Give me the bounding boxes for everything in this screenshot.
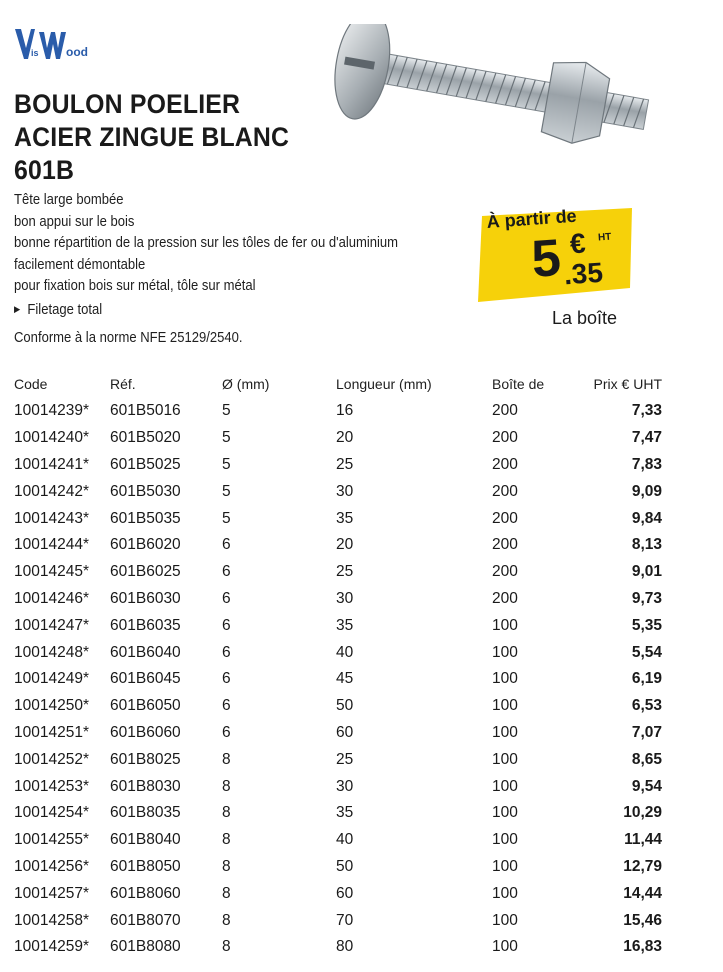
cell-diameter: 6 <box>222 536 231 554</box>
table-row <box>14 907 662 934</box>
cell-code: 10014258* <box>14 911 89 929</box>
cell-length: 60 <box>336 723 354 741</box>
price-prefix: À partir de <box>486 205 578 232</box>
table-row <box>14 586 662 613</box>
cell-price: 7,83 <box>631 455 662 473</box>
title-line-2: ACIER ZINGUE BLANC <box>14 122 290 152</box>
feature-item: bonne répartition de la pression sur les tôles de fer ou d'aluminium <box>14 235 399 251</box>
cell-diameter: 6 <box>222 616 231 634</box>
cell-code: 10014245* <box>14 563 89 581</box>
cell-box: 100 <box>492 777 518 795</box>
cell-box: 100 <box>492 804 518 822</box>
cell-ref: 601B8040 <box>110 831 181 849</box>
cell-length: 40 <box>336 831 354 849</box>
feature-item: bon appui sur le bois <box>14 213 135 230</box>
cell-ref: 601B8070 <box>110 911 181 929</box>
cell-box: 100 <box>492 643 518 661</box>
table-row <box>14 398 662 425</box>
cell-diameter: 6 <box>222 589 231 607</box>
price-currency: € <box>568 227 587 260</box>
cell-code: 10014250* <box>14 697 89 715</box>
cell-box: 200 <box>492 536 518 554</box>
cell-diameter: 8 <box>222 831 231 849</box>
cell-length: 35 <box>336 509 354 527</box>
cell-diameter: 5 <box>222 482 231 500</box>
table-row <box>14 559 662 586</box>
thread-note <box>14 302 102 318</box>
product-title <box>14 88 308 187</box>
cell-length: 45 <box>336 670 354 688</box>
cell-diameter: 8 <box>222 938 231 956</box>
cell-price: 5,54 <box>631 643 662 661</box>
cell-ref: 601B8080 <box>110 938 181 956</box>
feature-list <box>14 190 428 298</box>
cell-ref: 601B5035 <box>110 509 181 527</box>
table-row <box>14 693 662 720</box>
cell-ref: 601B5030 <box>110 482 181 500</box>
cell-box: 100 <box>492 884 518 902</box>
cell-price: 9,54 <box>631 777 662 795</box>
table-row <box>14 478 662 505</box>
cell-price: 7,47 <box>631 429 662 447</box>
price-integer: 5 <box>529 228 563 289</box>
table-row <box>14 639 662 666</box>
cell-diameter: 8 <box>222 911 231 929</box>
cell-price: 15,46 <box>623 911 662 929</box>
cell-diameter: 8 <box>222 804 231 822</box>
cell-code: 10014256* <box>14 857 89 875</box>
cell-ref: 601B6045 <box>110 670 181 688</box>
table-row <box>14 773 662 800</box>
cell-box: 100 <box>492 857 518 875</box>
cell-diameter: 6 <box>222 643 231 661</box>
header-length: Longueur (mm) <box>336 376 432 392</box>
cell-diameter: 8 <box>222 884 231 902</box>
cell-price: 7,33 <box>631 402 662 420</box>
cell-diameter: 6 <box>222 563 231 581</box>
cell-code: 10014244* <box>14 536 89 554</box>
cell-length: 25 <box>336 750 354 768</box>
cell-price: 9,01 <box>631 563 662 581</box>
cell-ref: 601B5016 <box>110 402 181 420</box>
cell-code: 10014241* <box>14 455 89 473</box>
cell-price: 9,09 <box>631 482 662 500</box>
cell-box: 100 <box>492 938 518 956</box>
cell-length: 60 <box>336 884 354 902</box>
cell-box: 100 <box>492 670 518 688</box>
cell-price: 14,44 <box>623 884 662 902</box>
table-row <box>14 827 662 854</box>
cell-code: 10014254* <box>14 804 89 822</box>
title-line-3: 601B <box>14 155 75 185</box>
cell-box: 200 <box>492 563 518 581</box>
table-row <box>14 666 662 693</box>
price-badge <box>476 205 634 306</box>
triangle-bullet-icon: ▶ <box>14 304 21 314</box>
viswood-logo <box>14 26 94 62</box>
cell-price: 12,79 <box>623 857 662 875</box>
cell-code: 10014251* <box>14 723 89 741</box>
cell-diameter: 8 <box>222 857 231 875</box>
cell-length: 30 <box>336 777 354 795</box>
cell-box: 200 <box>492 482 518 500</box>
table-row <box>14 800 662 827</box>
header-diameter: Ø (mm) <box>222 376 270 392</box>
cell-box: 100 <box>492 723 518 741</box>
cell-code: 10014247* <box>14 616 89 634</box>
cell-code: 10014243* <box>14 509 89 527</box>
cell-price: 8,65 <box>631 750 662 768</box>
cell-diameter: 6 <box>222 670 231 688</box>
thread-note-text: Filetage total <box>27 302 103 318</box>
cell-box: 200 <box>492 509 518 527</box>
header-price: Prix € UHT <box>593 376 662 392</box>
cell-code: 10014242* <box>14 482 89 500</box>
table-row <box>14 612 662 639</box>
bolt-product-image <box>318 24 660 154</box>
cell-price: 10,29 <box>623 804 662 822</box>
cell-code: 10014248* <box>14 643 89 661</box>
svg-text:ood: ood <box>66 45 88 59</box>
cell-ref: 601B6025 <box>110 563 181 581</box>
header-ref: Réf. <box>110 376 136 392</box>
cell-length: 35 <box>336 804 354 822</box>
cell-diameter: 5 <box>222 429 231 447</box>
cell-ref: 601B8050 <box>110 857 181 875</box>
cell-code: 10014257* <box>14 884 89 902</box>
cell-box: 100 <box>492 750 518 768</box>
cell-ref: 601B6040 <box>110 643 181 661</box>
table-row <box>14 452 662 479</box>
cell-price: 16,83 <box>623 938 662 956</box>
cell-code: 10014246* <box>14 589 89 607</box>
cell-box: 100 <box>492 697 518 715</box>
cell-ref: 601B6050 <box>110 697 181 715</box>
table-row <box>14 854 662 881</box>
cell-length: 50 <box>336 697 354 715</box>
cell-ref: 601B6020 <box>110 536 181 554</box>
cell-length: 20 <box>336 429 354 447</box>
feature-item: facilement démontable <box>14 256 146 273</box>
header-code: Code <box>14 376 48 392</box>
price-unit: La boîte <box>552 308 618 328</box>
table-row <box>14 532 662 559</box>
cell-price: 6,53 <box>631 697 662 715</box>
cell-ref: 601B6030 <box>110 589 181 607</box>
cell-length: 16 <box>336 402 354 420</box>
cell-ref: 601B8030 <box>110 777 181 795</box>
feature-item: pour fixation bois sur métal, tôle sur métal <box>14 278 256 294</box>
table-row <box>14 425 662 452</box>
cell-ref: 601B6035 <box>110 616 181 634</box>
cell-box: 200 <box>492 429 518 447</box>
cell-box: 200 <box>492 455 518 473</box>
title-line-1: BOULON POELIER <box>14 89 241 119</box>
cell-ref: 601B8035 <box>110 804 181 822</box>
price-decimal: .35 <box>562 256 604 291</box>
cell-length: 70 <box>336 911 354 929</box>
cell-diameter: 5 <box>222 509 231 527</box>
cell-code: 10014253* <box>14 777 89 795</box>
cell-code: 10014239* <box>14 402 89 420</box>
cell-diameter: 6 <box>222 723 231 741</box>
table-row <box>14 720 662 747</box>
table-row <box>14 934 662 961</box>
cell-length: 80 <box>336 938 354 956</box>
cell-box: 100 <box>492 911 518 929</box>
cell-length: 35 <box>336 616 354 634</box>
cell-ref: 601B8060 <box>110 884 181 902</box>
svg-text:is: is <box>31 48 39 58</box>
cell-length: 25 <box>336 563 354 581</box>
cell-ref: 601B5025 <box>110 455 181 473</box>
cell-ref: 601B8025 <box>110 750 181 768</box>
cell-code: 10014255* <box>14 831 89 849</box>
cell-price: 5,35 <box>631 616 662 634</box>
cell-diameter: 8 <box>222 777 231 795</box>
cell-box: 200 <box>492 402 518 420</box>
cell-price: 8,13 <box>631 536 662 554</box>
cell-code: 10014249* <box>14 670 89 688</box>
feature-item: Tête large bombée <box>14 192 124 208</box>
table-row <box>14 880 662 907</box>
cell-price: 6,19 <box>631 670 662 688</box>
cell-code: 10014240* <box>14 429 89 447</box>
cell-code: 10014259* <box>14 938 89 956</box>
cell-ref: 601B5020 <box>110 429 181 447</box>
cell-diameter: 6 <box>222 697 231 715</box>
table-row <box>14 505 662 532</box>
price-tax: HT <box>597 231 612 244</box>
cell-length: 25 <box>336 455 354 473</box>
cell-code: 10014252* <box>14 750 89 768</box>
cell-price: 9,73 <box>631 589 662 607</box>
cell-price: 9,84 <box>631 509 662 527</box>
product-table <box>14 370 662 961</box>
table-header-row <box>14 370 662 398</box>
cell-box: 100 <box>492 616 518 634</box>
cell-box: 100 <box>492 831 518 849</box>
table-row <box>14 746 662 773</box>
cell-ref: 601B6060 <box>110 723 181 741</box>
cell-price: 7,07 <box>631 723 662 741</box>
cell-length: 30 <box>336 589 354 607</box>
cell-length: 30 <box>336 482 354 500</box>
norm-text: Conforme à la norme NFE 25129/2540. <box>14 330 243 346</box>
cell-length: 20 <box>336 536 354 554</box>
header-box: Boîte de <box>492 376 545 392</box>
cell-diameter: 8 <box>222 750 231 768</box>
cell-diameter: 5 <box>222 402 231 420</box>
cell-diameter: 5 <box>222 455 231 473</box>
cell-length: 40 <box>336 643 354 661</box>
cell-price: 11,44 <box>624 831 662 849</box>
cell-box: 200 <box>492 589 518 607</box>
cell-length: 50 <box>336 857 354 875</box>
